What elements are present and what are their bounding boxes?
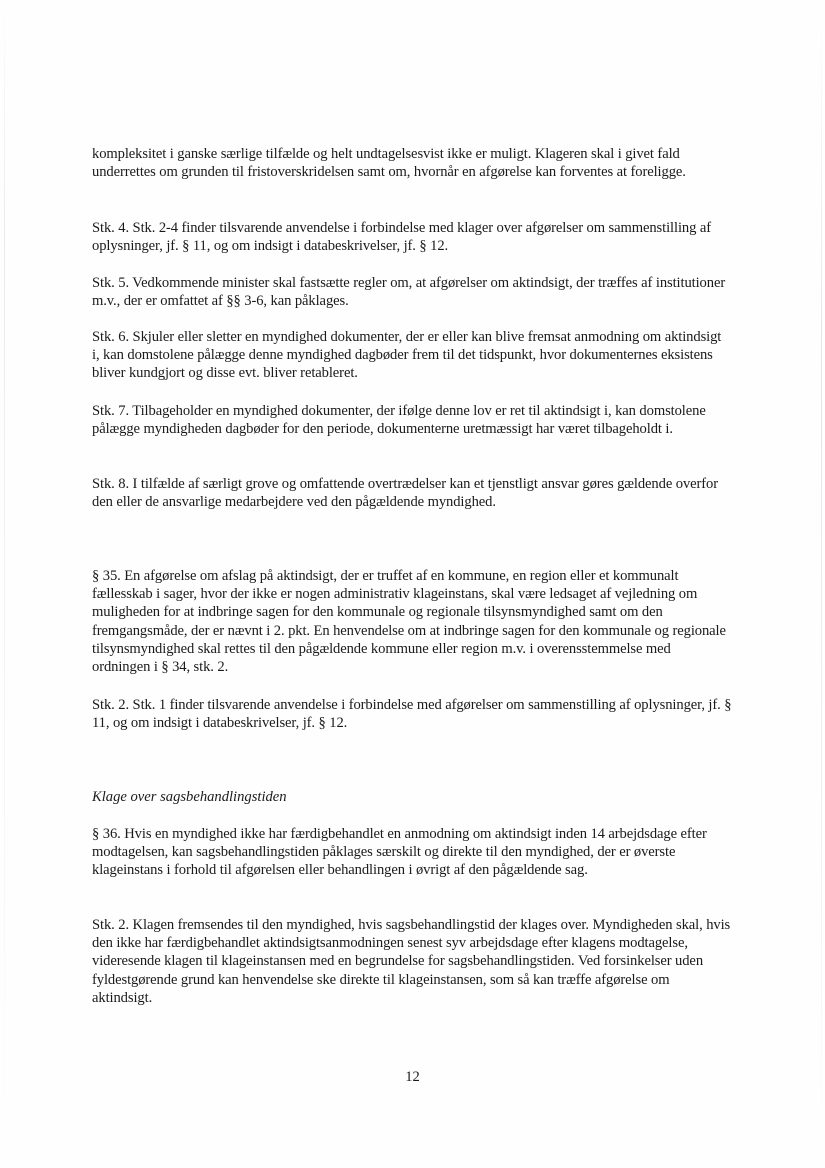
paragraph-section-35-stk-2: Stk. 2. Stk. 1 finder tilsvarende anvendelse i forbindelse med afgørelser om sammenstilling af oplysninger, jf. § 11, og om indsigt i databeskrivelser, jf. § 12. <box>92 697 732 732</box>
paragraph-section-36-stk-2: Stk. 2. Klagen fremsendes til den myndighed, hvis sagsbehandlingstid der klages over. Myndigheden skal, hvis den ikke har færdigbehandlet aktindsigtsanmodningen senest syv arbejdsdage efter klagens modtagelse, videresende klagen til klageinstansen med en begrundelse for sagsbehandlingstiden. Ved forsinkelser uden fyldestgørende grund kan henvendelse ske direkte til klageinstansen, som så kan træffe afgørelse om aktindsigt. <box>92 917 731 1006</box>
paragraph-section-36: § 36. Hvis en myndighed ikke har færdigbehandlet en anmodning om aktindsigt inden 14 arbejdsdage efter modtagelsen, kan sagsbehandlingstiden påklages særskilt og direkte til den myndighed, der er øverste klageinstans i forhold til afgørelsen eller behandlingen i øvrigt af den pågældende sag. <box>92 826 707 879</box>
paragraph-stk-8: Stk. 8. I tilfælde af særligt grove og omfattende overtrædelser kan et tjenstligt ansvar gøres gældende overfor den eller de ansvarlige medarbejdere ved den pågældende myndighed. <box>92 476 719 511</box>
paragraph-stk-6: Stk. 6. Skjuler eller sletter en myndighed dokumenter, der er eller kan blive fremsat anmodning om aktindsigt i, kan domstolene pålægge denne myndighed dagbøder frem til det tidspunkt, hvor dokumenternes eksistens bliver kundgjort og disse evt. bliver retableret. <box>92 329 722 382</box>
scan-edge-left <box>4 0 5 1168</box>
paragraph-stk-4: Stk. 4. Stk. 2-4 finder tilsvarende anvendelse i forbindelse med klager over afgørelser om sammenstilling af oplysninger, jf. § 11, og om indsigt i databeskrivelser, jf. § 12. <box>92 220 711 255</box>
paragraph-section-35: § 35. En afgørelse om afslag på aktindsigt, der er truffet af en kommune, en region eller et kommunalt fællesskab i sager, hvor der ikke er nogen administrativ klageinstans, skal være ledsaget af vejledning om muligheden for at indbringe sagen for den kommunale og regionale tilsynsmyndighed samt om den fremgangsmåde, der er nævnt i 2. pkt. En henvendelse om at indbringe sagen for den kommunale og regionale tilsynsmyndighed skal rettes til den pågældende kommune eller region m.v. i overensstemmelse med ordningen i § 34, stk. 2. <box>92 568 726 676</box>
paragraph-continuation: kompleksitet i ganske særlige tilfælde og helt undtagelsesvist ikke er muligt. Klageren skal i givet fald underrettes om grunden til fristoverskridelsen samt om, hvornår en afgørelse kan forventes at foreligge. <box>92 146 686 181</box>
paragraph-stk-7: Stk. 7. Tilbageholder en myndighed dokumenter, der ifølge denne lov er ret til aktindsigt i, kan domstolene pålægge myndigheden dagbøder for den periode, dokumenterne uretmæssigt har været tilbageholdt i. <box>92 403 706 438</box>
paragraph-stk-5: Stk. 5. Vedkommende minister skal fastsætte regler om, at afgørelser om aktindsigt, der træffes af institutioner m.v., der er omfattet af §§ 3-6, kan påklages. <box>92 275 726 310</box>
scan-edge-right <box>821 0 822 1168</box>
section-heading: Klage over sagsbehandlingstiden <box>92 789 287 805</box>
page-number: 12 <box>405 1069 420 1085</box>
